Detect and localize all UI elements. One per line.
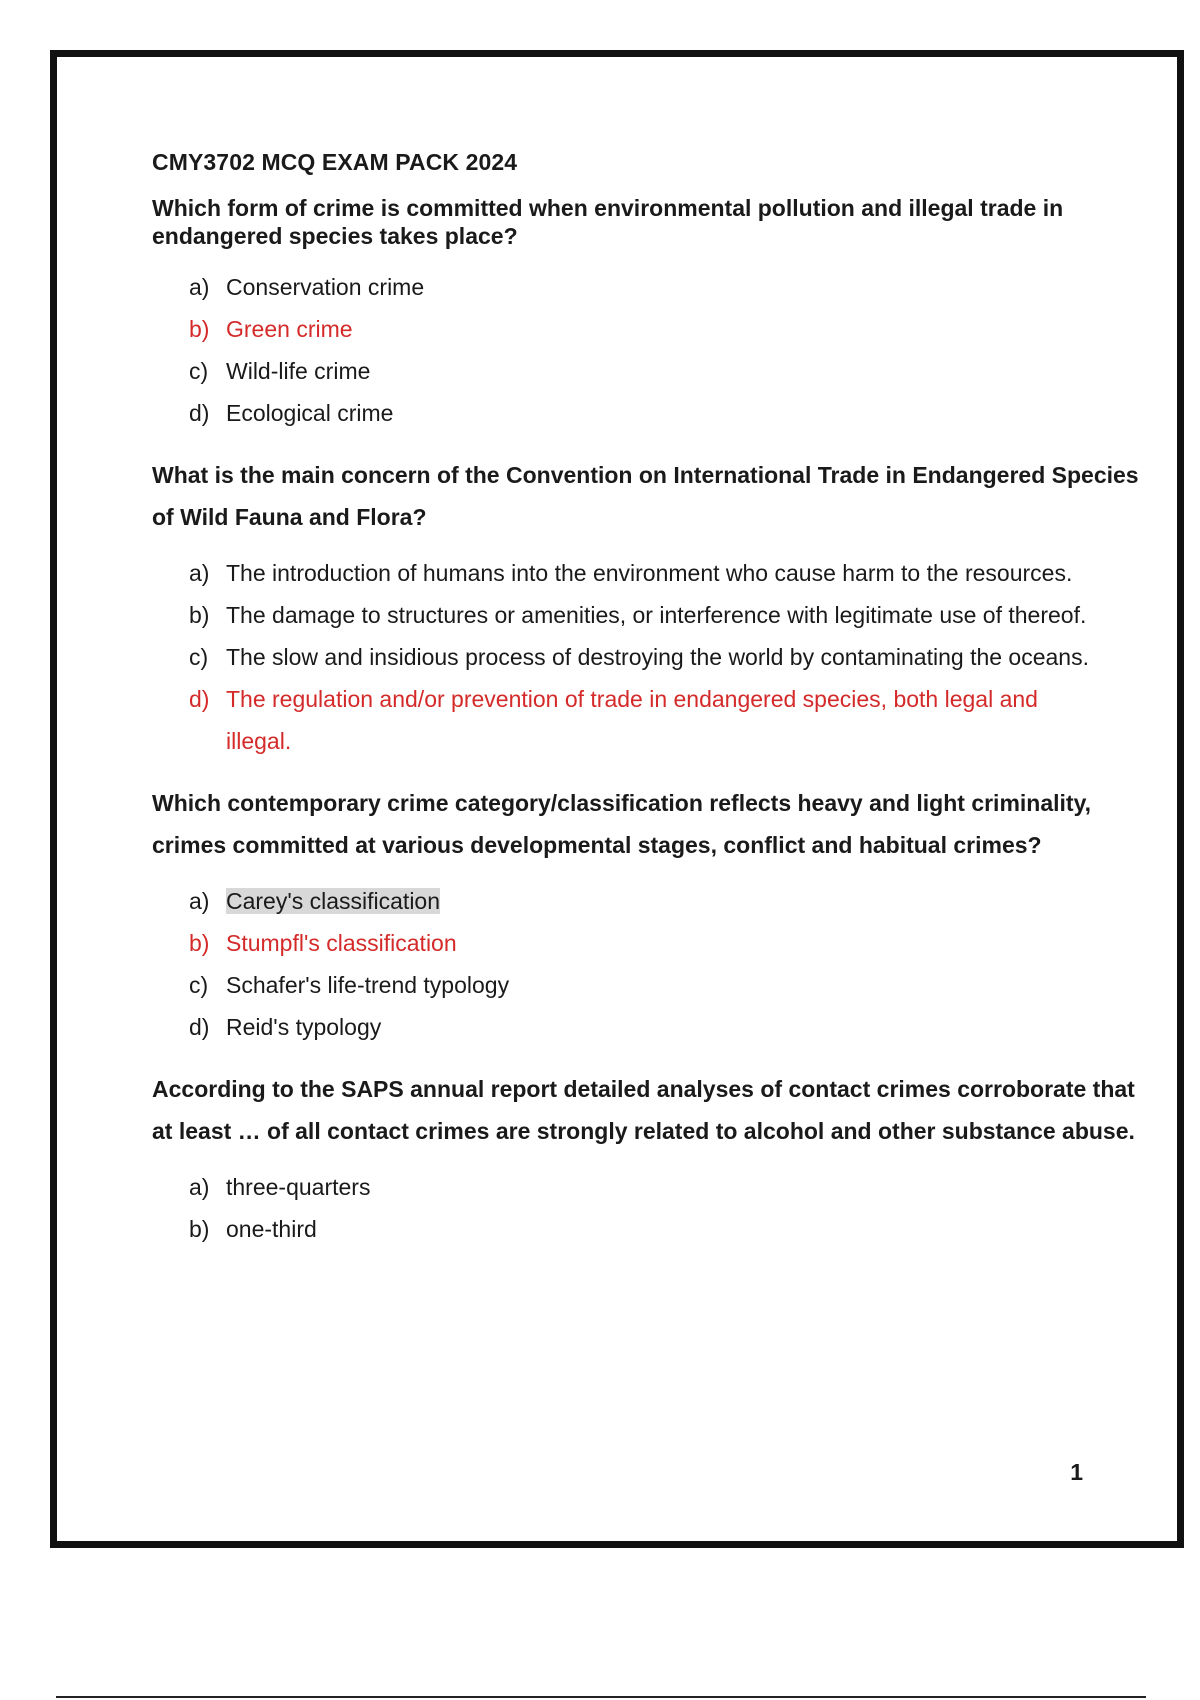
highlighted-text: Carey's classification	[226, 888, 441, 914]
question-2-text: What is the main concern of the Convention on International Trade in Endangered Species of Wild Fauna and Flora?	[152, 462, 1139, 530]
option-letter: b)	[189, 1216, 210, 1242]
option-text: Wild-life crime	[226, 358, 371, 384]
option-letter: d)	[189, 1014, 210, 1040]
question-block-2	[152, 454, 1142, 762]
option-letter: b)	[189, 316, 210, 342]
option-text: one-third	[226, 1216, 317, 1242]
option-letter: a)	[189, 1174, 210, 1200]
question-1-option-b-correct	[189, 308, 1142, 350]
question-2-option-c	[189, 636, 1142, 678]
document-title: CMY3702 MCQ EXAM PACK 2024	[152, 149, 518, 175]
question-1-text: Which form of crime is committed when environmental pollution and illegal trade in endangered species takes place?	[152, 195, 1064, 249]
option-text: Stumpfl's classification	[226, 930, 457, 956]
option-letter: a)	[189, 888, 210, 914]
question-2-option-b	[189, 594, 1142, 636]
question-1-option-d	[189, 392, 1142, 434]
question-3-option-b-correct	[189, 922, 1142, 964]
question-3-option-c	[189, 964, 1142, 1006]
option-letter: a)	[189, 560, 210, 586]
question-block-4	[152, 1068, 1142, 1250]
option-letter: d)	[189, 400, 210, 426]
option-text: The slow and insidious process of destroying the world by contaminating the oceans.	[226, 644, 1089, 670]
option-text: The regulation and/or prevention of trade in endangered species, both legal and illegal.	[226, 686, 1038, 754]
option-text: Green crime	[226, 316, 353, 342]
question-2-options	[152, 552, 1142, 762]
question-2-option-d-correct	[189, 678, 1142, 762]
question-4-option-b	[189, 1208, 1142, 1250]
option-letter: c)	[189, 358, 209, 384]
option-text-highlighted	[226, 880, 1096, 922]
question-3-text: Which contemporary crime category/classification reflects heavy and light criminality, crimes committed at various developmental stages, conflict and habitual crimes?	[152, 790, 1092, 858]
page-frame	[50, 50, 1184, 1548]
footer-divider	[56, 1696, 1146, 1698]
option-text: Schafer's life-trend typology	[226, 972, 510, 998]
question-block-3	[152, 782, 1142, 1048]
option-text: Ecological crime	[226, 400, 394, 426]
option-letter: c)	[189, 972, 209, 998]
page-content	[152, 149, 1142, 1270]
question-3-option-a	[189, 880, 1142, 922]
question-1-option-a	[189, 266, 1142, 308]
question-block-1	[152, 194, 1142, 434]
option-letter: d)	[189, 686, 210, 712]
option-text: Reid's typology	[226, 1014, 382, 1040]
question-1-option-c	[189, 350, 1142, 392]
question-3-options	[152, 880, 1142, 1048]
question-4-options	[152, 1166, 1142, 1250]
option-text: Conservation crime	[226, 274, 425, 300]
page-number: 1	[1070, 1459, 1083, 1485]
option-letter: b)	[189, 602, 210, 628]
option-text: The damage to structures or amenities, or interference with legitimate use of thereof.	[226, 602, 1087, 628]
question-4-option-a	[189, 1166, 1142, 1208]
question-3-option-d	[189, 1006, 1142, 1048]
question-4-text: According to the SAPS annual report detailed analyses of contact crimes corroborate that at least … of all contact crimes are strongly related to alcohol and other substance abuse.	[152, 1076, 1135, 1144]
option-text: The introduction of humans into the environment who cause harm to the resources.	[226, 560, 1073, 586]
option-letter: c)	[189, 644, 209, 670]
option-letter: a)	[189, 274, 210, 300]
question-1-options	[152, 266, 1142, 434]
option-letter: b)	[189, 930, 210, 956]
question-2-option-a	[189, 552, 1142, 594]
option-text: three-quarters	[226, 1174, 371, 1200]
